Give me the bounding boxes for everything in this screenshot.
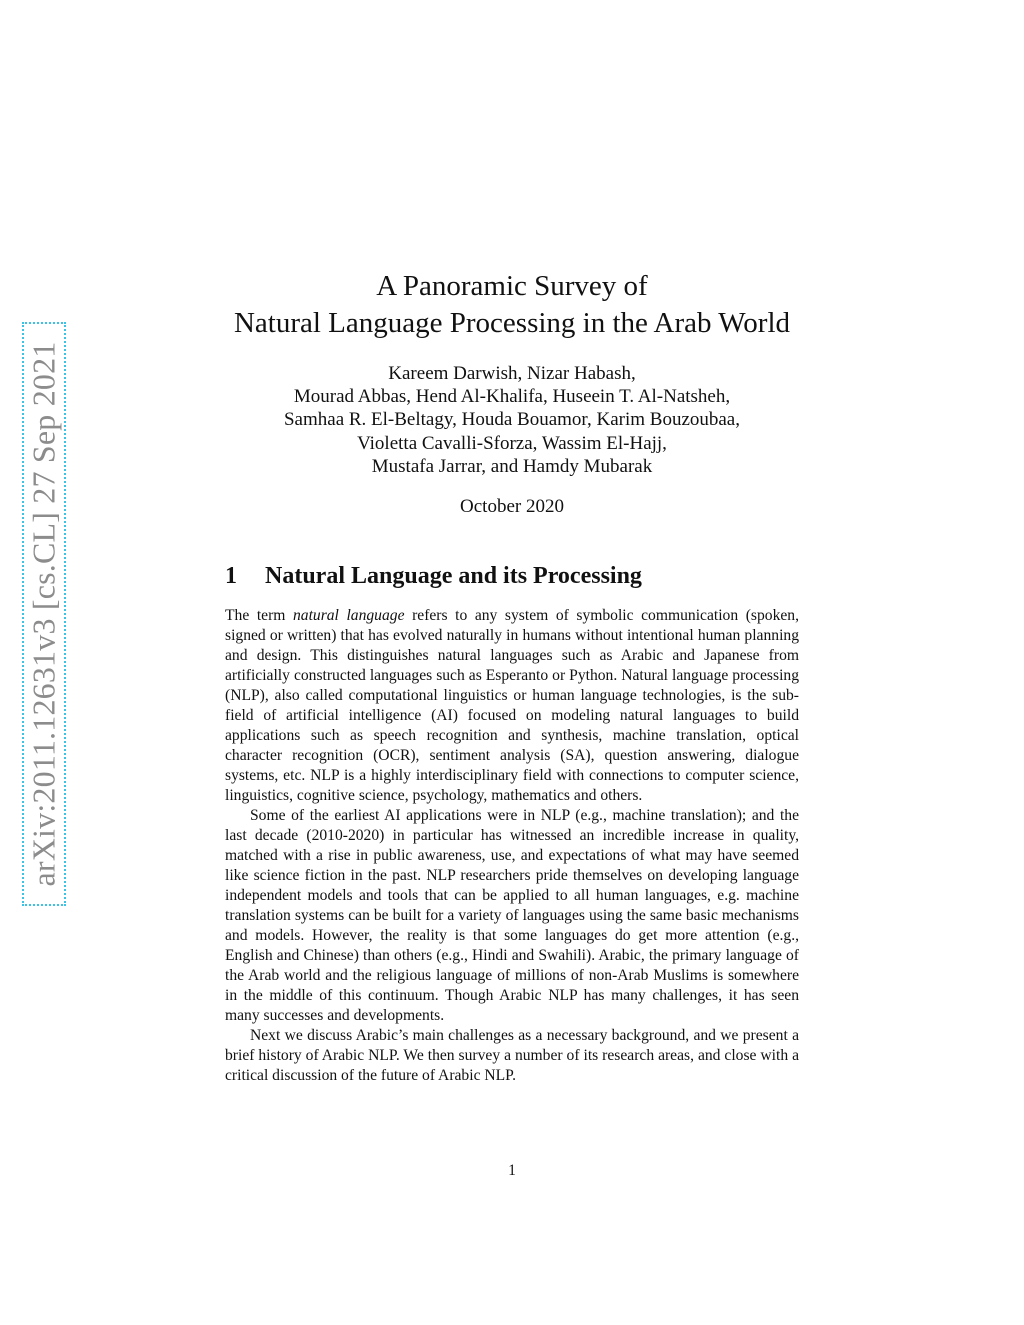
author-line: Mustafa Jarrar, and Hamdy Mubarak	[371, 455, 653, 477]
section-title: Natural Language and its Processing	[265, 563, 642, 589]
title-line-2: Natural Language Processing in the Arab World	[233, 307, 791, 339]
paragraph	[225, 606, 799, 806]
author-list	[0, 362, 1024, 478]
section-heading	[225, 563, 642, 590]
body-text	[225, 606, 799, 1086]
paper-title	[0, 268, 1024, 342]
arxiv-identifier: arXiv:2011.12631v3 [cs.CL] 27 Sep 2021	[25, 341, 62, 887]
publication-date: October 2020	[460, 496, 564, 517]
paragraph: Some of the earliest AI applications were in NLP (e.g., machine translation); and the last decade (2010-2020) in particular has witnessed an incredible increase in quality, matched with a rise in public awareness, use, and expectations of what may have seemed like science fiction in the past. NLP researchers pride themselves on developing language independent models and tools that can be applied to all human languages, e.g. machine translation systems can be built for a variety of languages using the same basic mechanisms and models. However, the reality is that some languages do get more attention (e.g., English and Chinese) than others (e.g., Hindi and Swahili). Arabic, the primary language of the Arab world and the religious language of millions of non-Arab Muslims is somewhere in the middle of this continuum. Though Arabic NLP has many challenges, it has seen many successes and developments.	[225, 807, 799, 1024]
emphasized-term: natural language	[292, 607, 405, 624]
author-line: Violetta Cavalli-Sforza, Wassim El-Hajj,	[357, 432, 667, 454]
section-number: 1	[225, 563, 237, 589]
paragraph: Next we discuss Arabic’s main challenges as a necessary background, and we present a brief history of Arabic NLP. We then survey a number of its research areas, and close with a critical discussion of the future of Arabic NLP.	[225, 1027, 799, 1084]
paragraph-text: The term	[225, 607, 293, 624]
paragraph-text: refers to any system of symbolic communication (spoken, signed or written) that has evolved naturally in humans without intentional human planning and design. This distinguishes natural languages such as Arabic and Japanese from artificially constructed languages such as Esperanto or Python. Natural language processing (NLP), also called computational linguistics or human language technologies, is the sub-field of artificial intelligence (AI) focused on modeling natural languages to build applications such as speech recognition and synthesis, machine translation, optical character recognition (OCR), sentiment analysis (SA), question answering, dialogue systems, etc. NLP is a highly interdisciplinary field with connections to computer science, linguistics, cognitive science, psychology, mathematics and others.	[225, 607, 799, 804]
author-line: Mourad Abbas, Hend Al-Khalifa, Huseein T. Al-Natsheh,	[293, 386, 731, 408]
author-line: Samhaa R. El-Beltagy, Houda Bouamor, Karim Bouzoubaa,	[283, 409, 740, 431]
page-number: 1	[508, 1162, 516, 1179]
author-line: Kareem Darwish, Nizar Habash,	[388, 363, 636, 384]
title-line-1: A Panoramic Survey of	[376, 270, 648, 302]
